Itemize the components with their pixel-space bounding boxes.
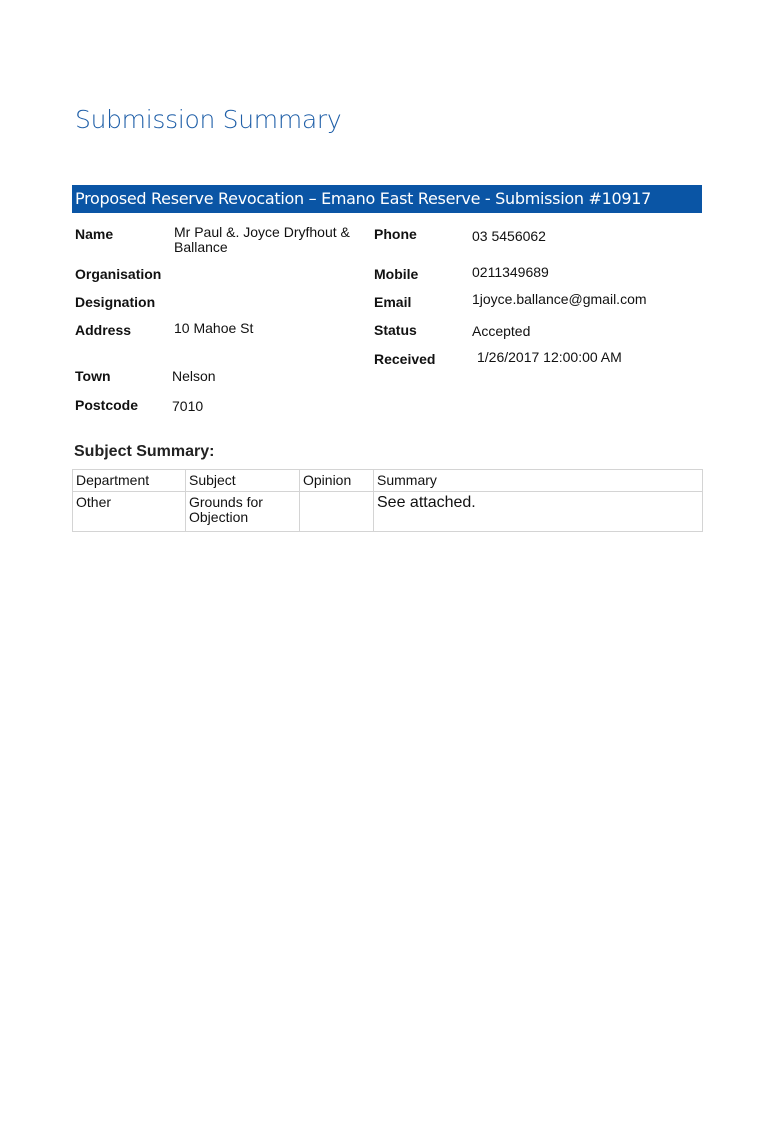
header-opinion: Opinion	[300, 470, 374, 492]
cell-department: Other	[73, 492, 186, 532]
header-summary: Summary	[374, 470, 703, 492]
name-value: Mr Paul &. Joyce Dryfhout & Ballance	[174, 224, 350, 255]
town-label: Town	[75, 368, 111, 384]
postcode-value: 7010	[172, 398, 204, 414]
header-subject: Subject	[186, 470, 300, 492]
phone-label: Phone	[374, 226, 417, 242]
received-label: Received	[374, 351, 436, 367]
subject-summary-table	[72, 469, 703, 532]
name-label: Name	[75, 226, 114, 242]
mobile-value: 0211349689	[472, 264, 549, 280]
cell-subject: Grounds for Objection	[186, 492, 300, 532]
status-label: Status	[374, 322, 417, 338]
mobile-label: Mobile	[374, 266, 419, 282]
subject-summary-heading: Subject Summary:	[74, 443, 215, 460]
status-value: Accepted	[472, 323, 531, 339]
table-row	[73, 492, 703, 532]
received-value: 1/26/2017 12:00:00 AM	[477, 349, 622, 365]
page-title: Submission Summary	[75, 105, 342, 134]
cell-summary: See attached.	[374, 492, 703, 532]
submission-banner: Proposed Reserve Revocation – Emano East Reserve - Submission #10917	[72, 185, 702, 213]
cell-opinion	[300, 492, 374, 532]
designation-label: Designation	[75, 294, 156, 310]
postcode-label: Postcode	[75, 397, 139, 413]
address-label: Address	[75, 322, 132, 338]
address-value: 10 Mahoe St	[174, 320, 254, 336]
town-value: Nelson	[172, 368, 216, 384]
organisation-label: Organisation	[75, 266, 162, 282]
email-label: Email	[374, 294, 412, 310]
email-value: 1joyce.ballance@gmail.com	[472, 291, 647, 307]
phone-value: 03 5456062	[472, 228, 546, 244]
header-department: Department	[73, 470, 186, 492]
table-header-row	[73, 470, 703, 492]
